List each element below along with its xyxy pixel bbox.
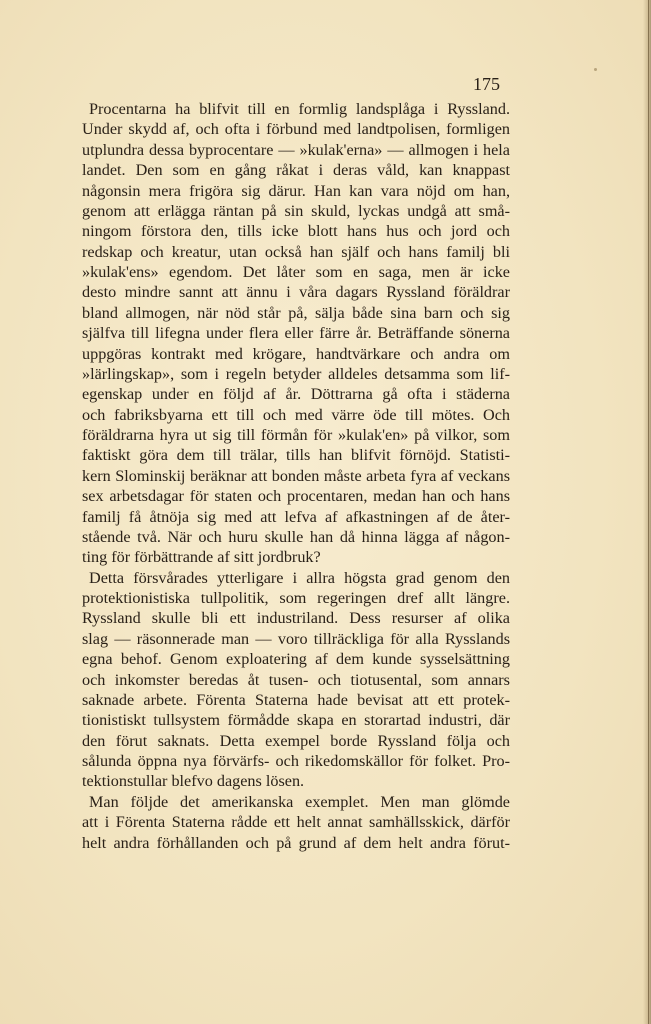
text-line: sålunda öppna nya förvärfs- och rikedomskällor för folket. Pro-: [82, 752, 510, 770]
page-edge-shadow: [643, 0, 651, 1024]
body-text: [82, 99, 510, 853]
text-line: redskap och kreatur, utan också han själf och hans familj bli: [82, 242, 510, 261]
text-line: protektionistiska tullpolitik, som regeringen dref allt längre.: [82, 589, 510, 607]
text-line: Man följde det amerikanska exemplet. Men man glömde: [89, 792, 510, 811]
text-line: kern Slominskij beräknar att bonden måste arbeta fyra af veckans: [82, 466, 510, 485]
text-line: den förut saknats. Detta exempel borde Ryssland följa och: [82, 731, 510, 750]
text-line: någonsin mera frigöra sig därur. Han kan vara nöjd om han,: [82, 181, 510, 200]
text-line: desto mindre sannt att ännu i våra dagars Ryssland föräldrar: [82, 283, 510, 302]
text-line: ningom förstora den, tills icke blott hans hus och jord och: [82, 222, 510, 241]
text-line: helt andra förhållanden och på grund af dem helt andra förut-: [82, 833, 510, 852]
text-line: genom att erlägga räntan på sin skuld, lyckas undgå att små-: [82, 201, 510, 220]
text-line: »kulak'ens» egendom. Det låter som en saga, men är icke: [82, 263, 510, 281]
text-line: föräldrarna hyra ut sig till förmån för »kulak'en» på vilkor, som: [82, 426, 510, 444]
text-line: Procentarna ha blifvit till en formlig landsplåga i Ryssland.: [89, 100, 510, 118]
text-line: uppgöras kontrakt med krögare, handtvärkare och andra om: [82, 344, 510, 363]
text-line: sex arbetsdagar för staten och procentaren, medan han och hans: [82, 487, 510, 506]
text-line: ting för förbättrande af sitt jordbruk?: [82, 548, 321, 567]
text-line: saknade arbete. Förenta Staterna hade bevisat att ett protek-: [82, 690, 510, 709]
text-line: stående två. När och huru skulle han då hinna lägga af någon-: [82, 527, 510, 546]
text-line: och inkomster beredas åt tusen- och tiotusental, som annars: [82, 670, 510, 689]
text-line: själfva till lifegna under flera eller färre år. Beträffande sönerna: [82, 324, 510, 343]
page-number: 175: [473, 74, 500, 94]
text-line: »lärlingskap», som i regeln betyder alldeles detsamma som lif-: [82, 364, 510, 383]
text-line: slag — räsonnerade man — voro tillräckliga för alla Rysslands: [82, 629, 510, 648]
text-line: familj få åtnöja sig med att lefva af afkastningen af de åter-: [82, 507, 510, 526]
text-line: och fabriksbyarna ett till och med värre öde till mötes. Och: [82, 405, 510, 424]
text-line: faktiskt göra dem till trälar, tills han blifvit förnöjd. Statisti-: [82, 446, 510, 465]
text-line: Ryssland skulle bli ett industriland. Dess resurser af olika: [82, 609, 510, 628]
text-line: tionistiskt tullsystem förmådde skapa en storartad industri, där: [82, 711, 510, 730]
text-line: Under skydd af, och ofta i förbund med landtpolisen, formligen: [82, 120, 510, 139]
text-line: tektionstullar blefvo dagens lösen.: [82, 772, 305, 791]
text-line: landet. Den som en gång råkat i deras våld, kan knappast: [82, 161, 510, 180]
text-line: Detta försvårades ytterligare i allra högsta grad genom den: [89, 568, 510, 587]
text-line: egenskap under en följd af år. Döttrarna gå ofta i städerna: [82, 385, 510, 404]
text-line: egna behof. Genom exploatering af dem kunde sysselsättning: [82, 650, 510, 669]
text-line: utplundra dessa byprocentare — »kulak'erna» — allmogen i hela: [82, 140, 510, 159]
paper-speck: [594, 68, 597, 71]
text-line: bland allmogen, när nöd står på, sälja både sina barn och sig: [82, 303, 510, 322]
text-line: att i Förenta Staterna rådde ett helt annat samhällsskick, därför: [82, 813, 510, 832]
